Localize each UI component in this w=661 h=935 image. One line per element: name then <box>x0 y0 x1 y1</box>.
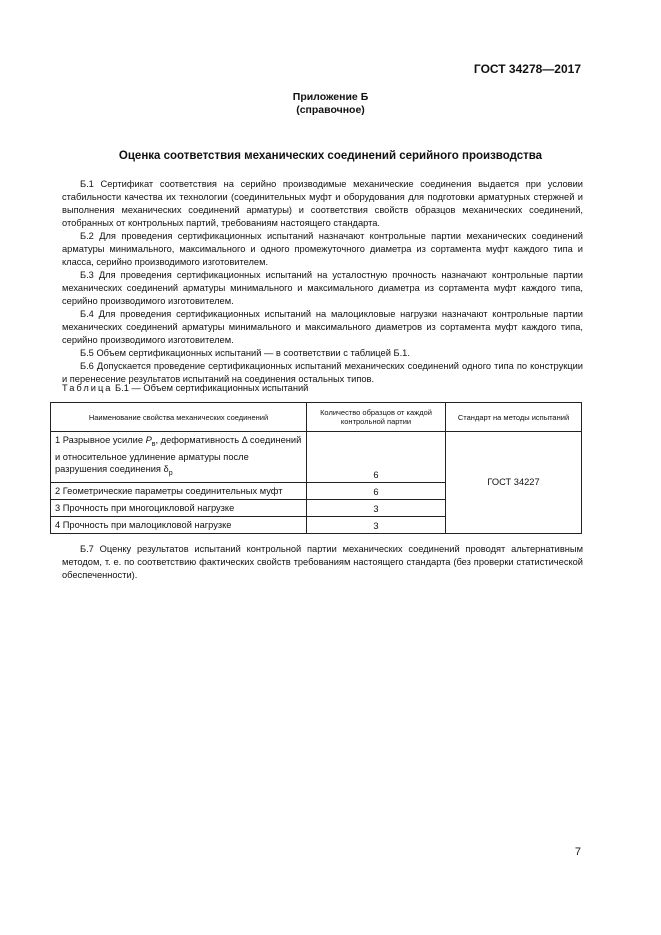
paragraph-b6: Б.6 Допускается проведение сертификационных испытаний механических соединений одного типа по конструкции и перенесение результатов испытаний на соединения остальных типов. <box>62 361 583 384</box>
header-property: Наименование свойства механических соединений <box>51 403 307 432</box>
paragraph-b4: Б.4 Для проведения сертификационных испытаний на малоцикловые нагрузки назначают контрольные партии механических соединений арматуры минимального и максимального диаметров из сортамента муфт каждого типа, серийно производимого изготовителем. <box>62 309 583 345</box>
row-4-count: 3 <box>307 516 446 533</box>
row-1-count: 6 <box>307 432 446 483</box>
paragraph-b1: Б.1 Сертификат соответствия на серийно производимые механические соединения выдается при условии стабильности качества их технологии (соединительных муфт и оборудования для подготовки арматурных стержней и выполнения механических соединений арматуры) и соответствия свойств образцов механических соединений, отобранных от контрольных партий, требованиям настоящего стандарта. <box>62 179 583 228</box>
section-title: Оценка соответствия механических соединений серийного производства <box>118 150 543 162</box>
after-table-text <box>62 543 583 582</box>
paragraph-b3: Б.3 Для проведения сертификационных испытаний на усталостную прочность назначают контрольные партии механических соединений арматуры минимального и максимального диаметра из сортамента муфт каждого типа, серийно производимого изготовителем. <box>62 270 583 306</box>
paragraph-b5: Б.5 Объем сертификационных испытаний — в соответствии с таблицей Б.1. <box>80 348 410 358</box>
row-3-name: 3 Прочность при многоцикловой нагрузке <box>51 499 307 516</box>
table-header-row <box>51 403 582 432</box>
row-1-name: 1 Разрывное усилие $P_в$, деформативность Δ соединений и относительное удлинение арматуры после разрушения соединения $\delta_р$ <box>51 432 307 483</box>
row-3-count: 3 <box>307 499 446 516</box>
appendix-subtitle: (справочное) <box>296 104 365 116</box>
paragraph-b7: Б.7 Оценку результатов испытаний контрольной партии механических соединений проводят альтернативным методом, т. е. по соответствию фактических свойств требованиям настоящего стандарта (без проверки статистической обеспеченности). <box>62 544 583 580</box>
document-code: ГОСТ 34278—2017 <box>473 62 581 76</box>
table-caption-text: Б.1 — Объем сертификационных испытаний <box>115 383 309 393</box>
row-2-count: 6 <box>307 482 446 499</box>
appendix-title: Приложение Б <box>292 91 369 103</box>
body-text <box>62 178 583 386</box>
row-4-name: 4 Прочность при малоцикловой нагрузке <box>51 516 307 533</box>
table-caption <box>62 383 308 393</box>
paragraph-b2: Б.2 Для проведения сертификационных испытаний назначают контрольные партии механических соединений арматуры минимального, максимального и одного промежуточного диаметра из сортамента муфт каждого типа и класса, серийно производимого изготовителем. <box>62 231 583 267</box>
table-row <box>51 432 582 483</box>
page-number: 7 <box>574 846 581 858</box>
row-2-name: 2 Геометрические параметры соединительных муфт <box>51 482 307 499</box>
header-standard: Стандарт на методы испытаний <box>446 403 582 432</box>
table-b1 <box>50 402 582 534</box>
header-count: Количество образцов от каждой контрольной партии <box>307 403 446 432</box>
table-caption-prefix: Таблица <box>62 383 113 393</box>
appendix-heading <box>0 91 661 117</box>
standard-cell: ГОСТ 34227 <box>446 432 582 534</box>
